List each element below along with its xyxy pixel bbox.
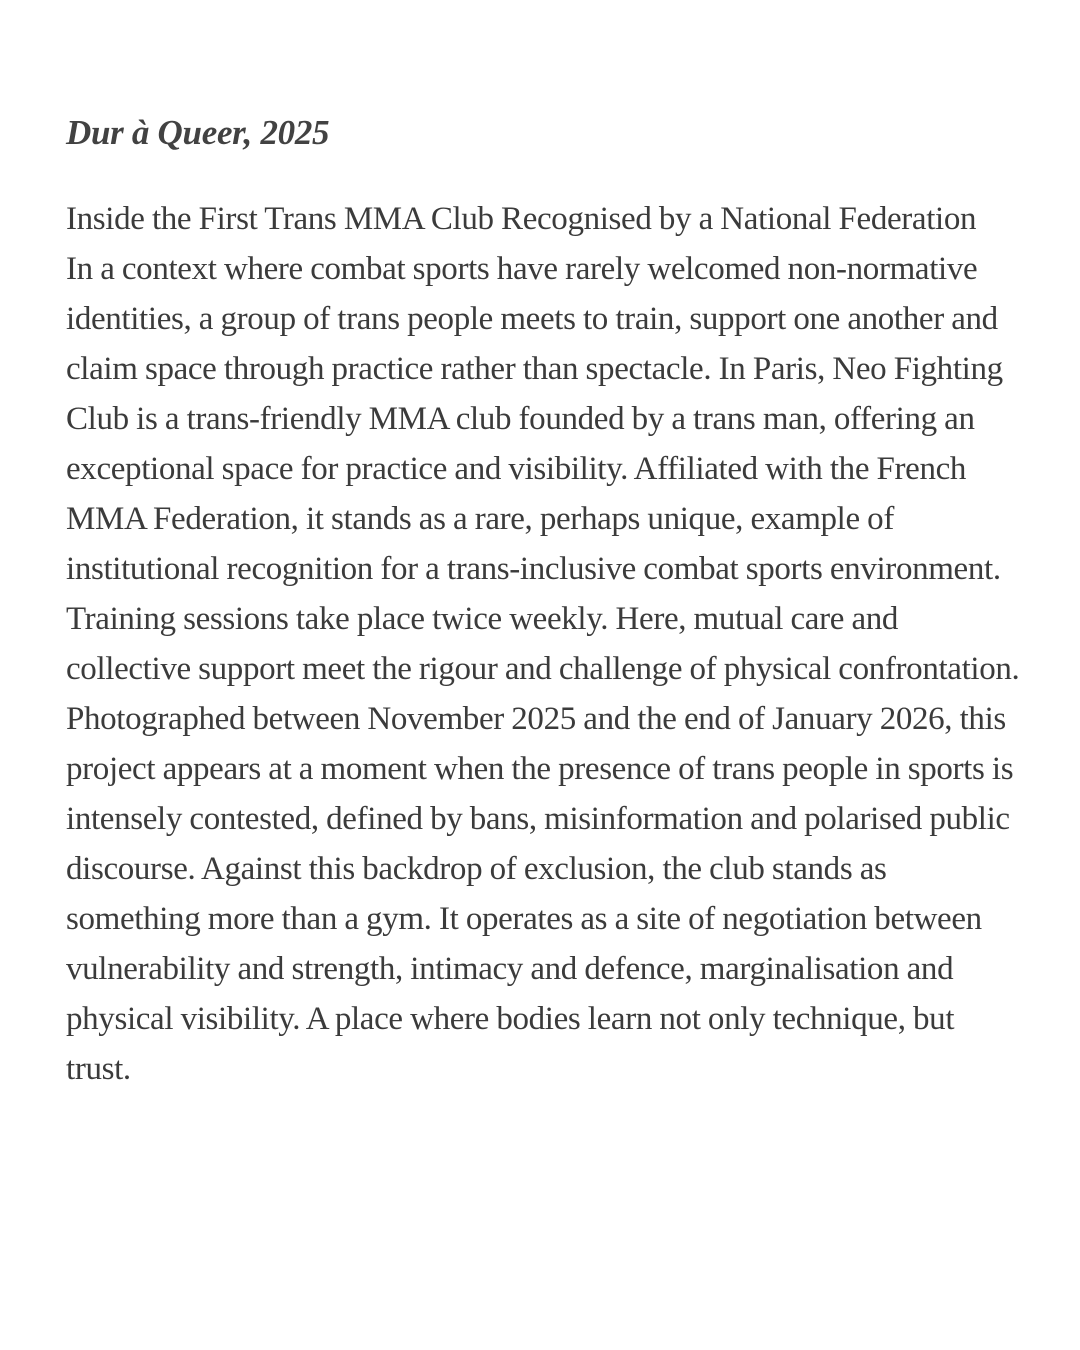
project-subtitle: Inside the First Trans MMA Club Recognised by a National Federation	[66, 201, 977, 237]
project-text-page	[66, 108, 1024, 1094]
description-paragraph-1: In a context where combat sports have rarely welcomed non-normative identities, a group of trans people meets to train, support one another and claim space through practice rather than spectacle. In Paris, Neo Fighting Club is a trans-friendly MMA club founded by a trans man, offering an exceptional space for practice and visibility. Affiliated with the French MMA Federation, it stands as a rare, perhaps unique, example of institutional recognition for a trans-inclusive combat sports environment. Training sessions take place twice weekly. Here, mutual care and collective support meet the rigour and challenge of physical confrontation.	[66, 251, 1020, 687]
project-title: Dur à Queer, 2025	[66, 113, 330, 152]
project-description	[66, 194, 1024, 1094]
description-paragraph-2: Photographed between November 2025 and the end of January 2026, this project appears at a moment when the presence of trans people in sports is intensely contested, defined by bans, misinformation and polarised public discourse. Against this backdrop of exclusion, the club stands as something more than a gym. It operates as a site of negotiation between vulnerability and strength, intimacy and defence, marginalisation and physical visibility. A place where bodies learn not only technique, but trust.	[66, 701, 1014, 1087]
